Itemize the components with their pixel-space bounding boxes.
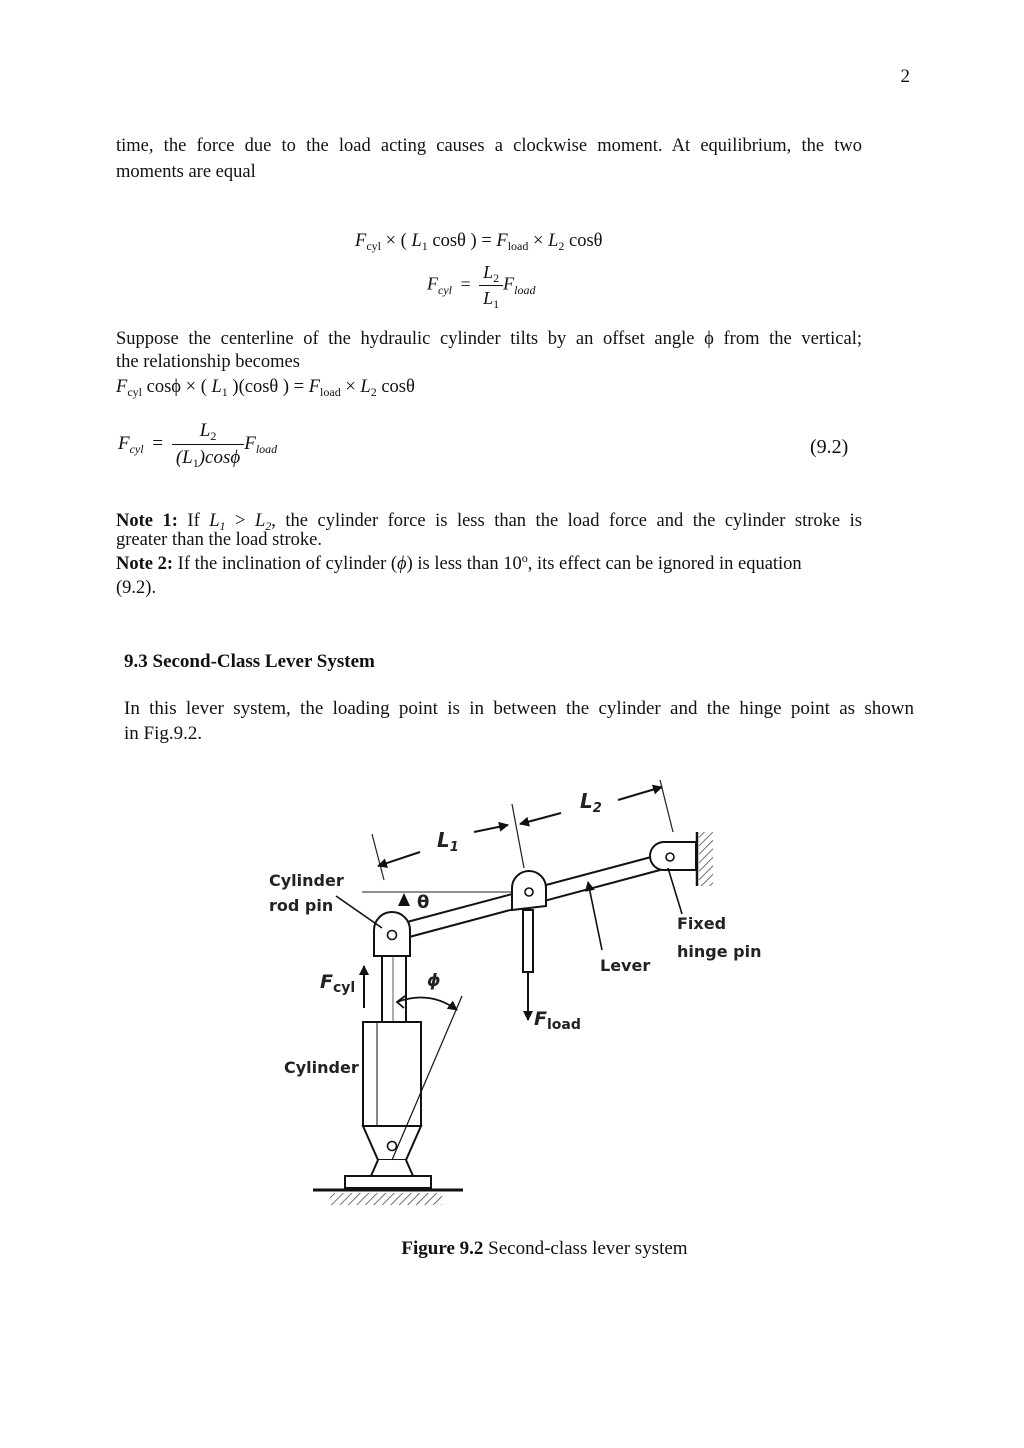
note-2: Note 2: If the inclination of cylinder (ϕ) is less than 10$^o$, its effect can be ignored in equation	[116, 551, 802, 574]
equation-fcyl-ratio: $F_{cyl}$ = $\frac{L_2}{L_1}$ $F_{load}$	[427, 262, 536, 311]
label-l2: $L_2$	[580, 789, 602, 816]
equation-tilted: $F_{cyl}$ cosϕ × ( $L_1$ )(cosθ ) = $F_{load} \times L_2$ cosθ	[116, 377, 415, 399]
equation-9-2: $F_{cyl}$ = $\frac{L_2}{(L_1)\cos\phi}$ $F_{load}$	[118, 420, 278, 470]
l2-arrow-right	[618, 787, 662, 800]
label-l1: $L_1$	[437, 828, 459, 855]
l1-extension-right	[512, 804, 524, 868]
cylinder-foot	[371, 1160, 413, 1176]
equation-moment-balance: $F_{cyl}$ × ( $L_1$ cosθ ) = $F_{load} \times L_2$ cosθ	[355, 231, 603, 253]
section-heading: 9.3 Second-Class Lever System	[124, 651, 375, 672]
section-body-line-2: in Fig.9.2.	[124, 723, 203, 744]
cylinder-base-pin	[388, 1142, 397, 1151]
figure-caption: Figure 9.2 Second-class lever system	[401, 1238, 688, 1259]
label-cylinder-rod-pin-2: rod pin	[269, 896, 334, 915]
intro-line-2: moments are equal	[116, 162, 256, 182]
label-f-cyl: $F_{cyl}$	[320, 971, 356, 996]
tilt-line-2: the relationship becomes	[116, 352, 300, 372]
label-phi: ϕ	[427, 971, 441, 991]
note-2-line-2: (9.2).	[116, 578, 157, 598]
load-rod	[523, 910, 533, 972]
label-fixed: Fixed	[677, 914, 727, 933]
l1-arrow-left	[378, 852, 420, 866]
section-body-line-1: In this lever system, the loading point is in between the cylinder and the hinge point as shown	[124, 698, 914, 719]
label-lever: Lever	[600, 956, 651, 975]
base-plate	[345, 1176, 431, 1188]
label-theta: θ	[417, 892, 430, 913]
label-cylinder-rod-pin-1: Cylinder	[269, 871, 344, 890]
piston-rod	[382, 956, 406, 1022]
l1-arrow-right	[474, 825, 508, 832]
l1-extension-left	[372, 834, 384, 880]
fixed-hinge-pin	[666, 853, 674, 861]
label-cylinder: Cylinder	[284, 1058, 359, 1077]
intro-line-1: time, the force due to the load acting causes a clockwise moment. At equilibrium, the two	[116, 136, 862, 156]
tilt-line-1: Suppose the centerline of the hydraulic cylinder tilts by an offset angle ϕ from the vertical;	[116, 329, 862, 349]
cylinder-barrel	[363, 1022, 421, 1126]
label-hinge-pin: hinge pin	[677, 942, 762, 961]
wall-hatch	[699, 832, 713, 886]
note-1-line-2: greater than the load stroke.	[116, 530, 322, 550]
lever-leader	[588, 882, 602, 950]
note-1: Note 1: If $L_1 > L_2$, the cylinder force is less than the load force and the cylinder stroke is	[116, 511, 862, 533]
load-pin	[525, 888, 533, 896]
l2-arrow-left	[520, 813, 561, 824]
page-number: 2	[900, 66, 910, 87]
theta-arrow	[398, 893, 410, 906]
label-f-load: $F_{load}$	[534, 1008, 581, 1033]
hinge-leader	[668, 868, 682, 914]
rod-pin	[388, 931, 397, 940]
equation-number: (9.2)	[810, 436, 849, 458]
rod-pin-leader	[336, 896, 382, 928]
ground-hatch	[330, 1193, 442, 1205]
